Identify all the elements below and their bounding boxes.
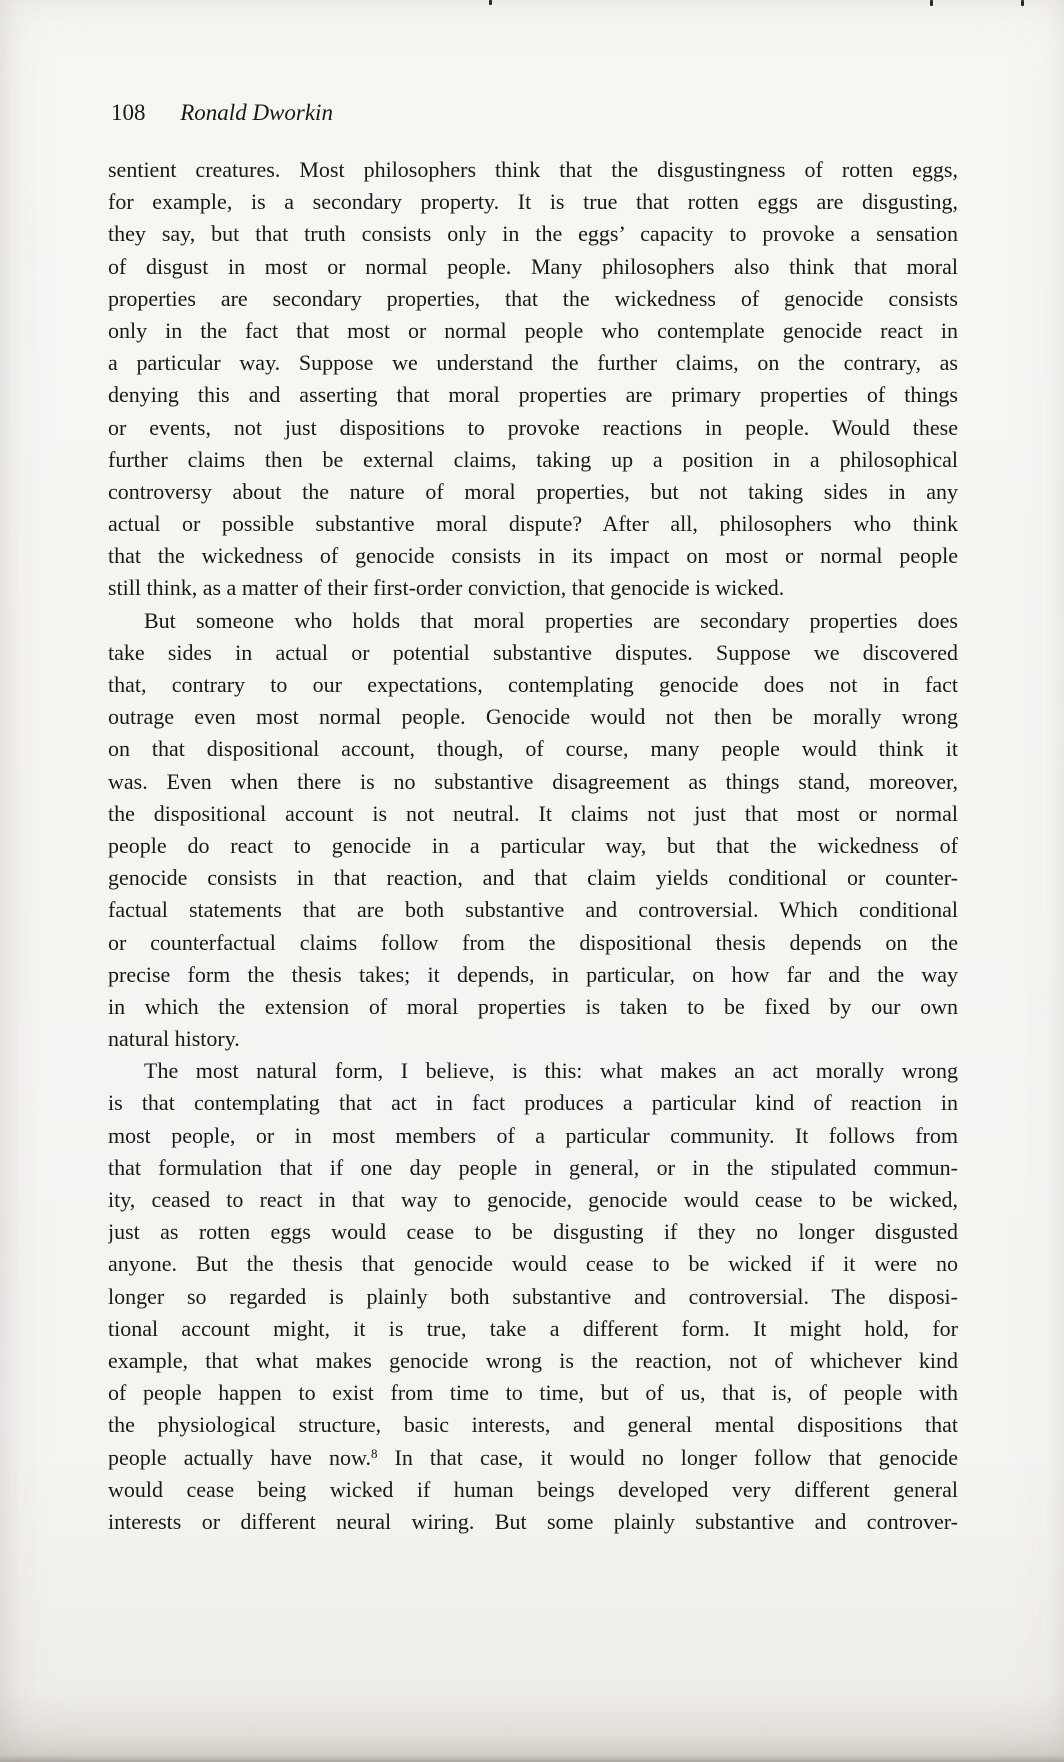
footnote-marker: 8 [370, 1445, 378, 1461]
text-line: natural history. [108, 1026, 240, 1052]
text-line: that, contrary to our expectations, contemplating genocide does not in fact [108, 672, 958, 697]
page-header [111, 99, 333, 127]
text-line: people actually have now.$^8$ In that case, it would no longer follow that genocide [108, 1444, 958, 1470]
text-line: or counterfactual claims follow from the dispositional thesis depends on the [108, 929, 958, 955]
text-line: people do react to genocide in a particular way, but that the wickedness of [108, 832, 958, 858]
text-line: would cease being wicked if human beings developed very different general [108, 1476, 958, 1502]
text-line: anyone. But the thesis that genocide would cease to be wicked if it were no [108, 1251, 958, 1277]
text-line: ity, ceased to react in that way to genocide, genocide would cease to be wicked, [108, 1187, 958, 1212]
text-line: actual or possible substantive moral dispute? After all, philosophers who think [108, 511, 958, 537]
text-line: controversy about the nature of moral properties, but not taking sides in any [108, 478, 958, 504]
scan-artifact [1021, 0, 1024, 6]
text-line: still think, as a matter of their first-order conviction, that genocide is wicked. [108, 575, 785, 601]
scan-artifact [489, 0, 492, 5]
text-line: genocide consists in that reaction, and that claim yields conditional or counter- [108, 865, 958, 891]
text-line: the dispositional account is not neutral. It claims not just that most or normal [108, 800, 958, 826]
page-number: 108 [111, 100, 146, 125]
paragraph [108, 605, 958, 1056]
text-line: sentient creatures. Most philosophers think that the disgustingness of rotten eggs, [108, 157, 958, 182]
text-line: outrage even most normal people. Genocide would not then be morally wrong [108, 704, 958, 730]
text-line: take sides in actual or potential substantive disputes. Suppose we discovered [108, 639, 958, 665]
text-line: denying this and asserting that moral properties are primary properties of things [108, 382, 958, 408]
text-line: factual statements that are both substantive and controversial. Which conditional [108, 897, 958, 923]
text-line: precise form the thesis takes; it depends, in particular, on how far and the way [108, 961, 958, 987]
text-line: is that contemplating that act in fact produces a particular kind of reaction in [108, 1090, 958, 1116]
text-line: tional account might, it is true, take a different form. It might hold, for [108, 1315, 958, 1341]
page-body [108, 154, 958, 1538]
text-line: example, that what makes genocide wrong is the reaction, not of whichever kind [108, 1347, 958, 1373]
text-line: on that dispositional account, though, of course, many people would think it [108, 736, 958, 762]
text-line: in which the extension of moral properties is taken to be fixed by our own [108, 993, 958, 1019]
text-line: properties are secondary properties, that the wickedness of genocide consists [108, 285, 958, 311]
paragraph [108, 154, 958, 605]
text-line: that the wickedness of genocide consists in its impact on most or normal people [108, 543, 958, 569]
text-line: interests or different neural wiring. But some plainly substantive and controver- [108, 1508, 958, 1534]
text-line: of disgust in most or normal people. Many philosophers also think that moral [108, 253, 958, 279]
text-line: only in the fact that most or normal people who contemplate genocide react in [108, 317, 958, 343]
text-line: they say, but that truth consists only in the eggs’ capacity to provoke a sensation [108, 221, 958, 247]
running-title: Ronald Dworkin [180, 100, 333, 125]
text-line: that formulation that if one day people in general, or in the stipulated commun- [108, 1154, 958, 1180]
text-line: of people happen to exist from time to time, but of us, that is, of people with [108, 1380, 958, 1406]
text-line: further claims then be external claims, taking up a position in a philosophical [108, 446, 958, 472]
scan-artifact [930, 0, 933, 6]
text-line: most people, or in most members of a particular community. It follows from [108, 1122, 958, 1148]
text-line: But someone who holds that moral properties are secondary properties does [144, 607, 958, 633]
text-line: or events, not just dispositions to provoke reactions in people. Would these [108, 414, 958, 440]
text-line: longer so regarded is plainly both substantive and controversial. The disposi- [108, 1283, 958, 1309]
paragraph [108, 1055, 958, 1538]
text-line: just as rotten eggs would cease to be disgusting if they no longer disgusted [108, 1219, 958, 1245]
text-line: the physiological structure, basic interests, and general mental dispositions that [108, 1412, 958, 1438]
text-line: was. Even when there is no substantive disagreement as things stand, moreover, [108, 768, 958, 794]
text-line: a particular way. Suppose we understand the further claims, on the contrary, as [108, 350, 958, 376]
text-line: for example, is a secondary property. It is true that rotten eggs are disgusting, [108, 189, 958, 215]
text-line: The most natural form, I believe, is this: what makes an act morally wrong [144, 1058, 958, 1084]
